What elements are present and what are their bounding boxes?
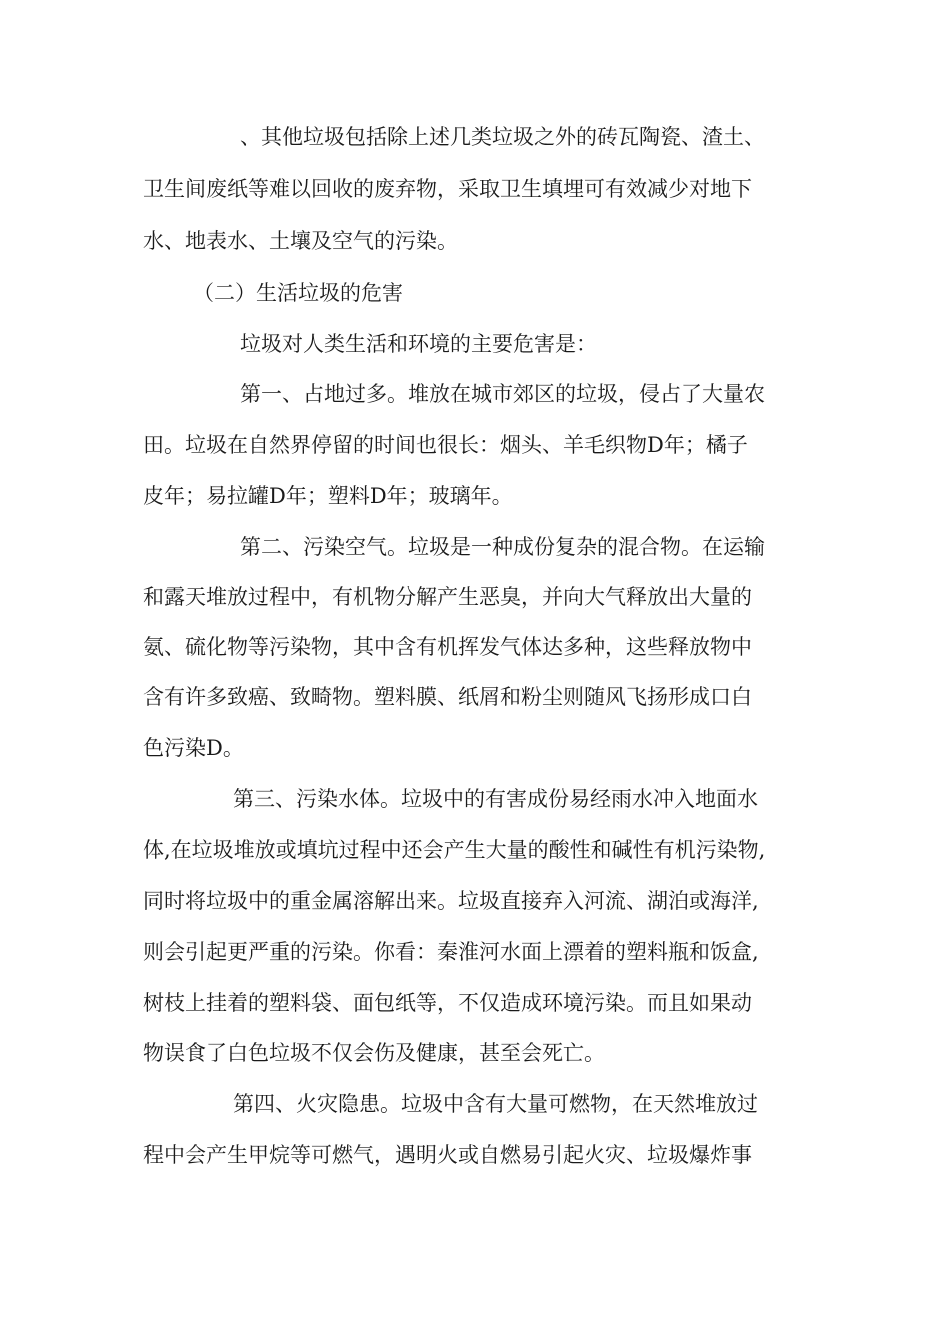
intro-text: 垃圾对人类生活和环境的主要危害是：: [240, 332, 597, 356]
para-other-waste-line-1: 、其他垃圾包括除上述几类垃圾之外的砖瓦陶瓷、渣土、: [240, 125, 765, 149]
para-third-line-4: 则会引起更严重的污染。你看：秦淮河水面上漂着的塑料瓶和饭盒,: [143, 940, 759, 964]
para-second-line-2: 和露天堆放过程中，有机物分解产生恶臭，并向大气释放出大量的: [143, 585, 752, 609]
para-first-line-1: 第一、占地过多。堆放在城市郊区的垃圾，侵占了大量农: [240, 382, 765, 406]
para-third-line-5: 树枝上挂着的塑料袋、面包纸等，不仅造成环境污染。而且如果动: [143, 991, 752, 1015]
para-fourth-line-2: 程中会产生甲烷等可燃气，遇明火或自燃易引起火灾、垃圾爆炸事: [143, 1143, 752, 1167]
para-second-line-1: 第二、污染空气。垃圾是一种成份复杂的混合物。在运输: [240, 535, 765, 559]
para-fourth-line-1: 第四、火灾隐患。垃圾中含有大量可燃物，在天然堆放过: [233, 1092, 758, 1116]
para-third-line-1: 第三、污染水体。垃圾中的有害成份易经雨水冲入地面水: [233, 787, 758, 811]
para-other-waste-line-3: 水、地表水、土壤及空气的污染。: [143, 229, 458, 253]
para-third-line-6: 物误食了白色垃圾不仅会伤及健康，甚至会死亡。: [143, 1041, 605, 1065]
para-other-waste-line-2: 卫生间废纸等难以回收的废弃物，采取卫生填埋可有效减少对地下: [143, 177, 752, 201]
para-second-line-4: 含有许多致癌、致畸物。塑料膜、纸屑和粉尘则随风飞扬形成口白: [143, 685, 752, 709]
section-heading: （二）生活垃圾的危害: [193, 281, 403, 305]
para-second-line-3: 氨、硫化物等污染物，其中含有机挥发气体达多种，这些释放物中: [143, 635, 752, 659]
para-second-line-5: 色污染D。: [143, 736, 244, 760]
para-first-line-3: 皮年；易拉罐D年；塑料D年；玻璃年。: [143, 484, 513, 508]
para-third-line-3: 同时将垃圾中的重金属溶解出来。垃圾直接弃入河流、湖泊或海洋,: [143, 889, 759, 913]
para-third-line-2: 体,在垃圾堆放或填坑过程中还会产生大量的酸性和碱性有机污染物,: [143, 838, 766, 862]
para-first-line-2: 田。垃圾在自然界停留的时间也很长：烟头、羊毛织物D年；橘子: [143, 433, 748, 457]
